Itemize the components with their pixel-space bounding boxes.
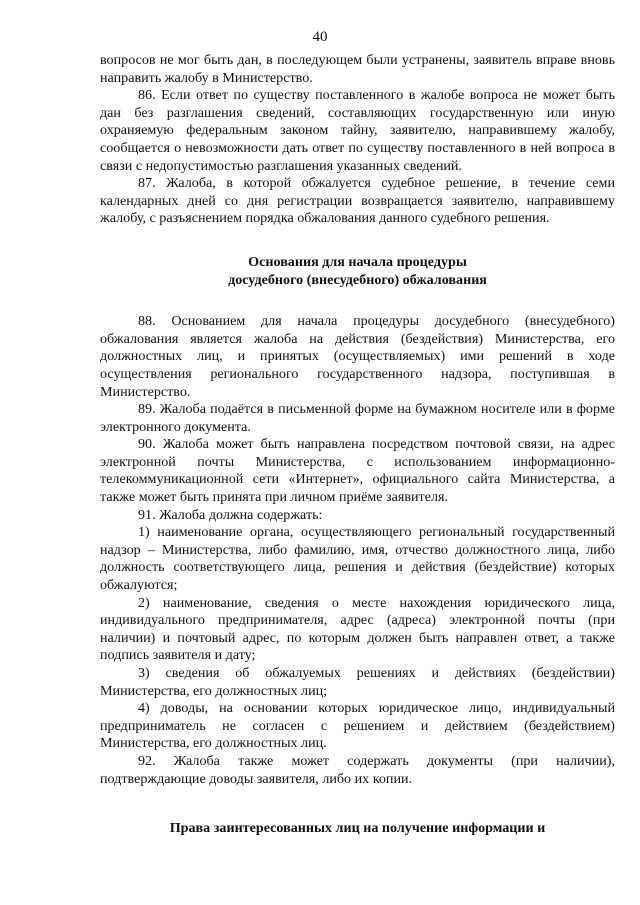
section-heading-line: Основания для начала процедуры xyxy=(248,253,467,270)
paragraph-86: 86. Если ответ по существу поставленного в жалобе вопроса не может быть дан без разглашения сведений, составляющих государственную или иную охраняемую федеральным законом тайну, заявителю, направившему жалобу, сообщается о невозможности дать ответ по существу поставленного в ней вопроса в связи с недопустимостью разглашения указанных сведений. xyxy=(100,87,615,174)
list-item-3: 3) сведения об обжалуемых решениях и действиях (бездействии) Министерства, его должностных лиц; xyxy=(100,665,615,699)
list-item-4: 4) доводы, на основании которых юридическое лицо, индивидуальный предприниматель не согласен с решением и действием (бездействием) Министерства, его должностных лиц. xyxy=(100,700,615,752)
paragraph-continuation: вопросов не мог быть дан, в последующем были устранены, заявитель вправе вновь направить жалобу в Министерство. xyxy=(100,52,615,86)
list-item-2: 2) наименование, сведения о месте нахождения юридического лица, индивидуального предпринимателя, адрес (адреса) электронной почты (при наличии) и почтовый адрес, по которым должен быть направлен ответ, а также подпись заявителя и дату; xyxy=(100,594,615,664)
paragraph-92: 92. Жалоба также может содержать документы (при наличии), подтверждающие доводы заявителя, либо их копии. xyxy=(100,752,615,787)
paragraph-87: 87. Жалоба, в которой обжалуется судебное решение, в течение семи календарных дней со дня регистрации возвращается заявителю, направившему жалобу, с разъяснением порядка обжалования данного судебного решения. xyxy=(100,175,615,227)
paragraph-89: 89. Жалоба подаётся в письменной форме на бумажном носителе или в форме электронного документа. xyxy=(100,401,615,435)
section-heading-rights xyxy=(100,820,615,838)
section-heading-line: Права заинтересованных лиц на получение информации и xyxy=(169,820,546,837)
section-heading-line: досудебного (внесудебного) обжалования xyxy=(228,271,487,288)
paragraph-90: 90. Жалоба может быть направлена посредством почтовой связи, на адрес электронной почты Министерства, с использованием информационно-телекоммуникационной сети «Интернет», официального сайта Министерства, а также может быть принята при личном приёме заявителя. xyxy=(100,436,615,506)
section-heading-grounds xyxy=(100,254,615,289)
paragraph-91: 91. Жалоба должна содержать: xyxy=(138,506,323,523)
spacer xyxy=(100,228,615,254)
spacer xyxy=(100,289,615,313)
document-body xyxy=(100,52,615,838)
paragraph-88: 88. Основанием для начала процедуры досудебного (внесудебного) обжалования является жалоба на действия (бездействия) Министерства, его должностных лиц, и принятых (осуществляемых) ими решений в ходе осуществления регионального государственного надзора, поступившая в Министерство. xyxy=(100,313,615,400)
list-item-1: 1) наименование органа, осуществляющего региональный государственный надзор – Министерства, либо фамилию, имя, отчество должностного лица, либо должность соответствующего лица, решения и действия (бездействие) которых обжалуются; xyxy=(100,524,615,594)
page-number: 40 xyxy=(312,29,328,45)
spacer xyxy=(100,788,615,820)
